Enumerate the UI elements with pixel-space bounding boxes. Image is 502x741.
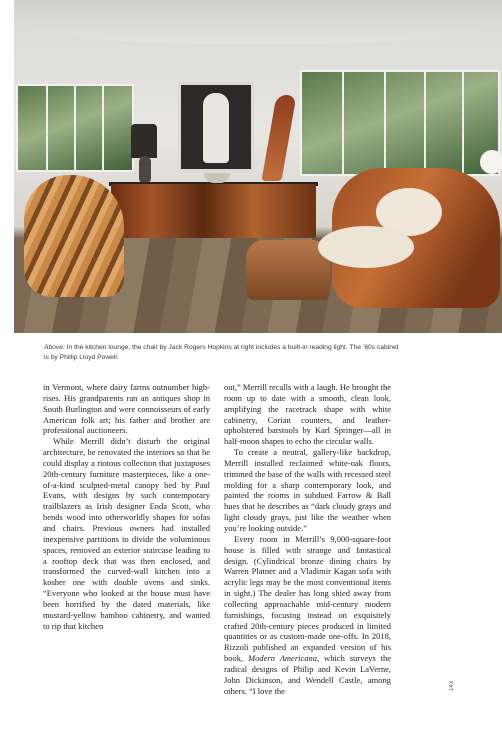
body-paragraph: While Merrill didn’t disturb the original architecture, he renovated the interiors so that he could display a riotous collection that juxtaposes 20th-century furniture masterpieces, like a one-of-a-kind sculpted-metal canopy bed by Paul Evans, with designs by such contemporary trailblazers as Irish designer Enda Scott, who bends wood into otherworldly shapes for sofas and chairs. Previous owners had installed inexpensive partitions to divide the voluminous spaces, removed an exterior staircase leading to a rooftop deck that was then enclosed, and transformed the curved-wall kitchen into a kosher one with double ovens and sinks. “Everyone who looked at the house must have been horrified by the dated materials, like mustard-yellow bamboo cabinetry, and wanted to rip that kitchen [43,436,210,631]
caption-text: In the kitchen lounge, the chair by Jack Rogers Hopkins at right includes a built-in reading light. The ’60s cabinet is by Phillip Lloyd Powell. [44,344,399,361]
kitchen-lounge-photo [14,0,502,333]
sculpted-wood-chair [24,175,124,297]
reading-light [480,150,502,174]
body-paragraph: out,” Merrill recalls with a laugh. He brought the room up to date with a smooth, clean look, amplifying the racetrack shape with white cabinetry, Corian counters, and leather-upholstered barstools by Karl Springer—all in half-moon shapes to echo the circular walls. [224,382,391,447]
text-column-left [43,382,210,631]
sheepskin-throw-lower [318,226,414,268]
body-text: Every room in Merrill’s 9,000-square-foot house is filled with strange and fantastical design. (Cylindrical bronze dining chairs by Warren Platner and a Vladimir Kagan sofa with acrylic legs may be the most conventional items in sight.) The dealer has long shied away from collecting approachable mid-century modern furnishings, focusing instead on exquisitely crafted 20th-century pieces produced in limited quantities or as custom-made one-offs. In 2018, Rizzoli published an expanded version of his book, [224,533,391,664]
wood-sculpture [261,95,296,181]
window-right [300,70,500,176]
photo-caption [44,343,404,362]
window-left [16,84,134,172]
table-lamp-base [139,156,151,184]
body-paragraph: in Vermont, where dairy farms outnumber high-rises. His grandparents ran an antiques shop in South Burlington and were connoisseurs of early American folk art; his father and brother are professional auctioneers. [43,382,210,436]
book-title: Modern Americana [248,653,318,664]
table-lamp-shade [131,124,157,158]
ceiling [14,0,502,44]
body-paragraph: To create a neutral, gallery-like backdrop, Merrill installed reclaimed white-oak floors, trimmed the base of the walls with recessed steel molding for a sharp contemporary look, and painted the rooms in subdued Farrow & Ball hues that he describes as “dark cloudy grays and light cloudy grays, just like the weather when you’re looking outside.” [224,447,391,533]
page-number: 143 [449,681,455,692]
body-text: , which surveys the radical designs of Philip and Kevin LaVerne, John Dickinson, and Wendell Castle, among others. “I love the [224,653,391,696]
text-column-right [224,382,391,696]
caption-lead: Above: [44,344,65,351]
powell-cabinet [111,184,316,238]
framed-portrait [178,82,254,172]
body-paragraph [224,534,391,697]
